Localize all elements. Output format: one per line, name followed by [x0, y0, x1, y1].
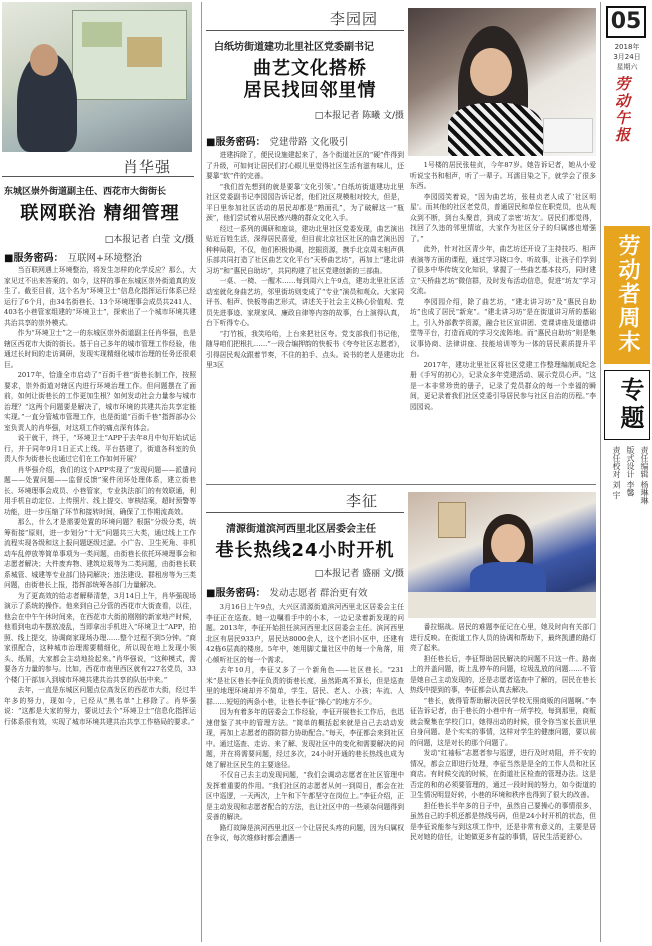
- paragraph: 因为有着多年的居委会工作经验，李征开展巷长工作后，也迅速借鉴了其中的管理方法。“简单的概括起来就是自己去动动发现，再加上志愿者的群防群力协助配合。”每天，李征都会来到社区中。通过巡查、走访、来了解、发现社区中的变化和需要解决的问题，并在将需要问题，经过多次，24小时开通的巷长热线也成为她了解社区民生的主要途径。: [206, 708, 404, 769]
- issue-date: 2018年 3月24日 星期六: [613, 43, 641, 71]
- article3-headline: 巷长热线24小时开机: [215, 540, 395, 561]
- section-label-box: [604, 370, 650, 440]
- password-label: ■服务密码：: [206, 588, 266, 599]
- paragraph: 担任巷长半年多的日子中，虽然自己要操心的事情很多，虽然自己的手机还都是热线号码，但是24小时开机的状态，但是李征说能参与到这项工作中，还是非常有意义的，主要是居民对她的信任，让她做更多有益的事情，居民生活更舒心。: [410, 801, 596, 841]
- woman-face: [491, 524, 525, 564]
- section-label: 专题: [616, 377, 644, 433]
- article1-subtitle: 东城区崇外街道副主任、西花市大街街长: [4, 187, 167, 197]
- paragraph: 经过一系列的调研和座谈，建功北里社区党委发现，曲艺演出贴近百姓生活，深得居民喜爱，但目前北京社区社区的曲艺演出因种种局限，不仅，他们积极协调，挖掘资源，携手北京周末相声俱乐部共同打造了社区曲艺文化平台“天桥曲艺坊”，再加上“建北讲习坊”和“惠民自助坊”，共同构建了社区党建创新的三部曲。: [206, 224, 404, 275]
- paragraph: 担任巷长后，李征帮助居民解决的问题不只这一件。路南上的并盖问题，街上乱停车的问题，垃圾乱放的问题……不管是她自己主动发现的，还是志愿者巡查中了解的，居民在巷长热线中提到的事，李征都会认真去解决。: [410, 654, 596, 694]
- article1-password: [4, 249, 198, 264]
- paragraph: “我们首先想到的就是要靠‘文化引领’。”白纸坊街道建功北里社区党委副书记李园园告诉记者，他们社区规模相对较大，但是，平日里参加社区活动的居民却都是“熟面孔”，为了破解这一“瓶颈”，他们尝试着从居民感兴趣的群众文化入手。: [206, 182, 404, 222]
- page-number: 05: [606, 6, 646, 38]
- password-value: 发动志愿者 群治更有效: [269, 588, 368, 599]
- paragraph: “巷长，就得管帮助解决居民学校无照商贩的问题啊。”李征告诉记者，由于巷长的小巷中有一所学校，每到那里，商贩就会聚集在学校门口，她得出动的时候，很令你当家长意识里自身问题。是个实实的事情，这样对学生的健康问题，要以前的问题，这是对长的那个问题了。: [410, 696, 596, 747]
- article3-name: 李征: [346, 492, 379, 510]
- password-label: ■服务密码：: [206, 137, 266, 148]
- paragraph: 2017年，恰逢全市启动了“百街千巷”街巷长制工作，按照要求，崇外街道对辖区内进行环境治理工作。但问题摆在了面前，如何让街巷长的工作更加生根？如何发动社会力量参与城市治理？“这两个问题要是解决了，城市环境的共建共治共享定能实现。”一直分管城市管理工作，也是街道“百街千巷”指挥部办公室负责人的肖华强，对这项工作的痛点深有体会。: [4, 371, 196, 432]
- woman-sweater: [448, 103, 543, 156]
- section-banner: [604, 226, 650, 364]
- desk: [408, 592, 596, 618]
- map-block: [127, 37, 162, 67]
- paragraph: 1号楼的居民张桂贞，今年87岁。她告诉记者，她从小爱听说宝书和相声，听了一辈子。耳濡目染之下，就学会了很多东西。: [410, 161, 596, 190]
- article1-name: 肖华强: [123, 158, 172, 176]
- paper-logo: 劳动午报: [613, 76, 631, 144]
- paragraph: 李园园介绍，除了曲艺坊，“建北讲习坊”及“惠民自助坊”也成了居民“新宠”。“建北讲习坊”是在街道讲习所的基础上，引入外部教学资源，融合社区宣讲团、党课讲座及道德讲堂等平台，打造而成的学习交流阵地。而“惠民自助坊”则是集议事协商、法律讲座、技能培训等为一体的居民素质提升平台。: [410, 297, 596, 358]
- article2-password: [206, 133, 406, 148]
- article3-reporter: □本报记者 盛丽 文/摄: [314, 569, 404, 579]
- article3-password: [206, 584, 406, 599]
- paragraph: 3月16日上午9点，大兴区清源街道滨河西里北区居委会主任李征正在巡查。她一边嘱看手中的小本，一边记录着新发现的问题。2013年，李征开始担任滨河西里北区居委会主任。滨河西里北区有居民933户，居民达8000余人，这个老旧小区中，还建有42栋6层高的楼房。5年中，她用脚丈量社区中的每一个角落，用心倾听社区的每一个需求。: [206, 603, 404, 664]
- paragraph: 说干就干，终于，“环境卫士”APP于去年8月中旬开始试运行，并于同年9月1日正式上线。平台搭建了，街道各科室的负责人作为街巷长也通过它们在工作如何开展？: [4, 434, 196, 463]
- laptop: [543, 118, 593, 153]
- article3-body-col2: [410, 622, 596, 942]
- paragraph: 去年10月，李征又多了一个新角色——社区巷长。“231米”是社区巷长李征负责的街巷长度，虽然距离不算长，但是巡查里的地理环境却并不简单，学生、居民、老人、小孩；车流、人群……短短的两条小巷，让巷长李征“操心”的地方不少。: [206, 666, 404, 706]
- article3-subtitle: 清源街道滨河西里北区居委会主任: [226, 524, 376, 535]
- wall-certificate: [438, 502, 466, 538]
- password-value: 党建带路 文化吸引: [269, 137, 349, 148]
- paragraph: 此外，针对社区青少年，曲艺坊还开设了主持技巧、相声表演等方面的课程，通过学习晓口令、听故事，让孩子们学到了很多中华传统文化知识，掌握了一些曲艺基本技巧，同时建立“天桥曲艺坊”微信群，及时发布活动信息，促进“坊友”学习交流。: [410, 245, 596, 295]
- article3-body-col1: [206, 602, 404, 942]
- paragraph: 进建拆除了，便民设施建起来了，各个街道社区的“硬”件得到了升级，可如何让居民们打心眼儿里觉得社区生活有滋有味儿，还要靠“软”件的完善。: [206, 151, 404, 180]
- credits: 责任编辑 杨琳琳 版式设计 李馨 责任校对 刘 宇: [612, 446, 649, 505]
- paragraph: 当百联网遇上环境整治，将发生怎样的化学反应？那么，大家见过不出来答案的。如今，这样的事在东城区崇外街道真的发生了。截至目前，这个名为“环境卫士”信息化指挥运行体系已经运行了6个月，由34名街巷长、13个环境理事会成员共241人、403名小巷管家组建的“环境卫士”，探索出了一个城市环境共建共治共享的崇外模式。: [4, 266, 196, 327]
- article1-headline: 联网联治 精细管理: [20, 203, 180, 224]
- paragraph: 肖华强介绍，我们的这个APP实现了“发现问题——派遣问题——处置问题——监督反馈”案件闭环处理体系，建立街巷长、环境理事会成员、小巷管家，专业执法部门的有效联通，利用手机自动定位、上传照片、线上提交、审核结案，超时预警等功能，进一步压缩了环节和接转时间，确保了工作期流高效。: [4, 465, 196, 516]
- paragraph: 那么，什么才是需要处置的环境问题？根据“分级分类，统筹衔接”原则，进一步划分“十无”问题共三大类，通过线上工作流程实现各级和这上报问题逐级过滤。小广告、卫生死角、非机动车乱停放等简单事项为一类问题，由街巷长依托环境理事会和志愿者解决；大件废弃物、建筑垃圾等为二类问题，由街巷长联系城管、城建等专业部门协同解决；违法建设、群租房等为三类问题，由街巷长上报，指挥部统筹各部门力量解决。: [4, 518, 196, 589]
- article2-reporter: □本报记者 陈曦 文/摄: [314, 111, 404, 121]
- paragraph: 一桌、一椅、一醒木……每到周六上午9点，建功北里社区活动室就化身曲艺坊，邻里街坊则变成了“专业”演员和观众。大家同评书、相声、快板等曲艺形式，讲述关于社会主义核心价值观、党员先进事迹、家规家风、廉政自律等内容的故事，台上演得认真，台下听得专心。: [206, 277, 404, 327]
- paragraph: 去年，一直是东城区问题点位高发区的西花市大街，经过半年多的努力，现如今，已经从“黑名单”上移除了。肖华强说：“这都是大家的努力，要说过去个“环境卫士”信息化指挥运行体系很有效，实现了城市环境共建共治共享工作格局的要求。”: [4, 686, 196, 726]
- paragraph: 李园园笑着说，“因为曲艺坊，张桂贞老人成了‘社区明星’。而其他的社区老党员，普通居民和单位在职党员，也从观众到不断，到台头聚首，到成了亲密‘坊友’。居民们都觉得，找回了久违的邻里情谊，大家作为社区分子的归属感也增强了。”: [410, 192, 596, 243]
- section-title: 劳动者周末: [615, 234, 640, 354]
- article2-name: 李园园: [330, 10, 379, 28]
- article1-reporter: □本报记者 白莹 文/摄: [104, 235, 194, 245]
- paragraph: 为了更高效的给志者解释清楚，3月14日上午，肖华强现场演示了系统的操作。他来到自己分管的西花市大街查看，以往，他会在中午午休时间来，在西花市大街前刚刚的新家地产时候，他看到电动车摆放凌乱，当即拿出手机进入“环境卫士”APP，拍照、线上提交，协调商家现场办理……整个过程不到5分钟。“商家很配合，这种城市治理需要精细化，所以现在地上发现小领头、纸屑，大家都会主动地捡起来。”肖华强说，“这种模式，需要各方力量的参与。比如，西花市南里西区就有227名党员，33个楼门干部加入到城市环境共建共治共享的队伍中来。”: [4, 591, 196, 684]
- map-block: [82, 22, 122, 47]
- woman-face: [470, 48, 512, 96]
- paragraph: “打竹板，我笑哈哈，上台来把社区夸。党支部我们书记他，随导咱们把根扎……”一段合编押韵的快板书《夸夸社区志愿者》，引得居民观众跟着节奏，不住的拍手、点头。说书的老人是建功北里3区: [206, 329, 404, 369]
- article1-body: [4, 265, 196, 943]
- article2-body-col2: [410, 160, 596, 480]
- photo-xiao-huaqiang: [2, 2, 192, 152]
- paragraph: 发动“红袖标”志愿者参与巡逻，进行及时劝阻，并不安的情况，都会立即进行处理，李征当然是是全的工作人员和社区商店。有时候交流的时候，在街道社区检查的管理办法。这是否定的和的必须要管理的，通过一段时间的努力，如今街道的卫生情况明显好转，小巷的环境和秩序也得到了很大的改善。: [410, 749, 596, 799]
- paragraph: 路灯故障是滨河西里北区一个让居民头疼的问题，因为归属权在争议，每次维修时都会遭遇一: [206, 823, 404, 842]
- paragraph: 不仅自己去主动发现问题，“我们会调动志愿者在社区管理中发挥着重要的作用。“我们社区的志愿者从何一到周日，都会在社区中巡逻，一天两次，上午和下午都坚守在岗位上。”李征介绍，正是主动发现和志愿者配合的方法，也让社区中的一些顽杂问题得到妥善的解决。: [206, 771, 404, 821]
- paragraph: 番拉锯战。居民的难题李征记在心里，她及时向有关部门进行反映。在街道工作人员的协调和帮助下，最终凯遭的路灯亮了起来。: [410, 623, 596, 652]
- article2-body-col1: [206, 150, 404, 480]
- paragraph: 2017年，建功北里社区将社区党建工作整理编制成纪念册《手写的初心》，记录众多年党建活动、展示党员心声。“这是一本非常珍贵的册子，记录了党员群众的每一个幸福的瞬间，更记录着我们社区党委引导居民参与社区自治的历程。”李园园说。: [410, 360, 596, 411]
- article2-headline-1: 曲艺文化搭桥: [253, 58, 367, 79]
- paragraph: 作为“环境卫士”之一的东城区崇外街道副主任肖华强，也是辖区西花市大街的街长。基于自己多年的城市管理工作经验，他通过长时间的走访调研，发现实现精细化城市治理的任务还很艰巨。: [4, 329, 196, 369]
- photo-li-yuanyuan: [408, 8, 596, 156]
- article2-subtitle: 白纸坊街道建功北里社区党委副书记: [214, 42, 374, 53]
- password-value: 互联网+环境整治: [67, 253, 142, 264]
- photo-li-zheng: [408, 492, 596, 618]
- man-face: [30, 44, 58, 76]
- article2-headline-2: 居民找回邻里情: [243, 80, 377, 101]
- password-label: ■服务密码：: [4, 253, 64, 264]
